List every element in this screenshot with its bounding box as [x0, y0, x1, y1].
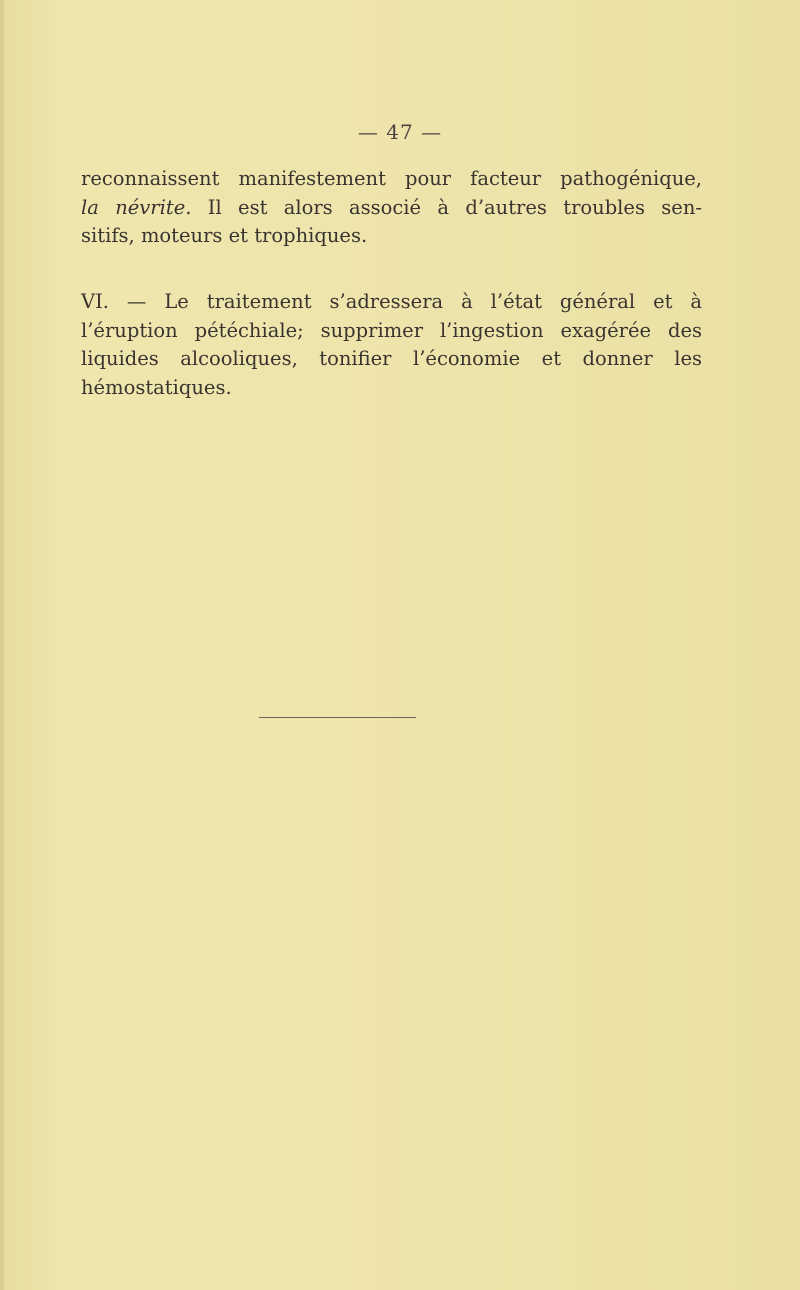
paragraph-2-line-4: hémostatiques.	[81, 375, 232, 399]
page-number: — 47 —	[357, 120, 443, 144]
paragraph-1-line-2-text: Il est alors associé à d’autres troubles sen-	[191, 195, 702, 219]
paragraph-2	[81, 288, 702, 402]
paragraph-1-line-2	[81, 194, 702, 223]
paragraph-2-line-2: l’éruption pétéchiale; supprimer l’ingestion exagérée des	[81, 318, 702, 342]
paragraph-2-line-1: VI. — Le traitement s’adressera à l’état général et à	[81, 290, 702, 313]
nevrite-term: la névrite.	[81, 195, 192, 219]
paragraph-1	[81, 165, 702, 251]
paragraph-2-line-3: liquides alcooliques, tonifier l’économie et donner les	[81, 347, 702, 370]
section-divider	[259, 717, 416, 718]
paragraph-1-line-1: reconnaissent manifestement pour facteur pathogénique,	[81, 167, 702, 190]
paragraph-1-line-3: sitifs, moteurs et trophiques.	[81, 224, 368, 247]
